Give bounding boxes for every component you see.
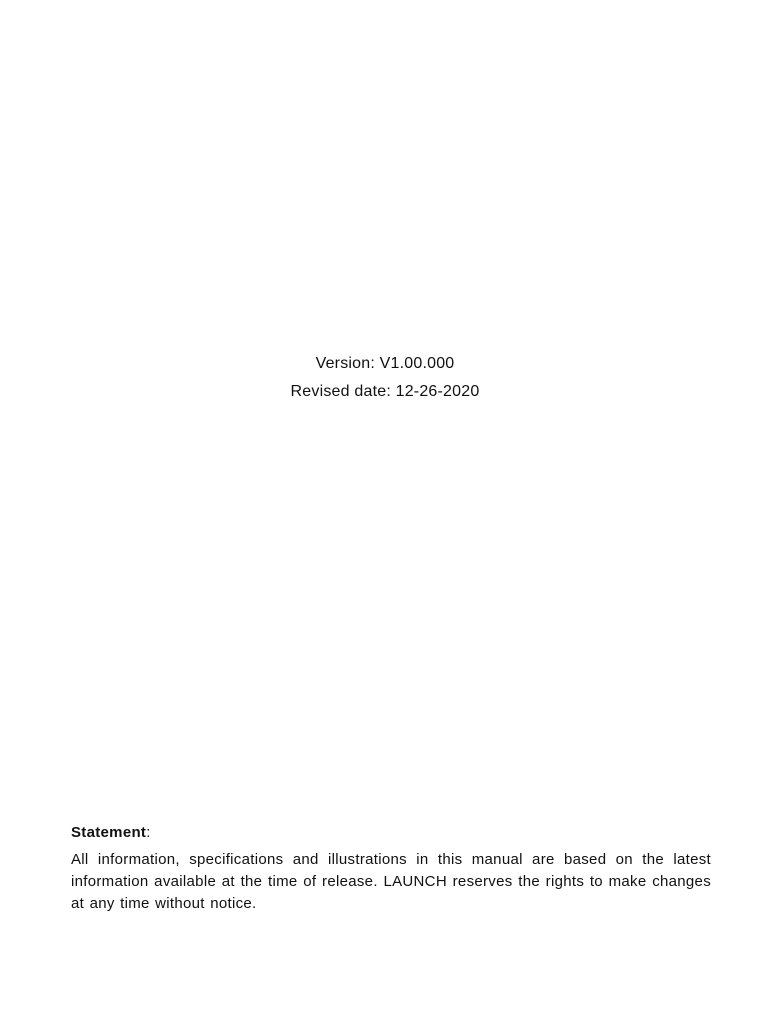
statement-heading-colon: : bbox=[146, 824, 151, 841]
version-line: Version: V1.00.000 bbox=[315, 355, 455, 372]
revised-date-line: Revised date: 12-26-2020 bbox=[290, 383, 480, 400]
statement-heading bbox=[71, 822, 711, 844]
version-info bbox=[0, 350, 770, 406]
statement-section bbox=[71, 822, 711, 915]
statement-heading-label: Statement bbox=[71, 824, 147, 841]
statement-body: All information, specifications and illustrations in this manual are based on the latest information available at the time of release. LAUNCH reserves the rights to make changes at any time without notice. bbox=[71, 851, 711, 912]
